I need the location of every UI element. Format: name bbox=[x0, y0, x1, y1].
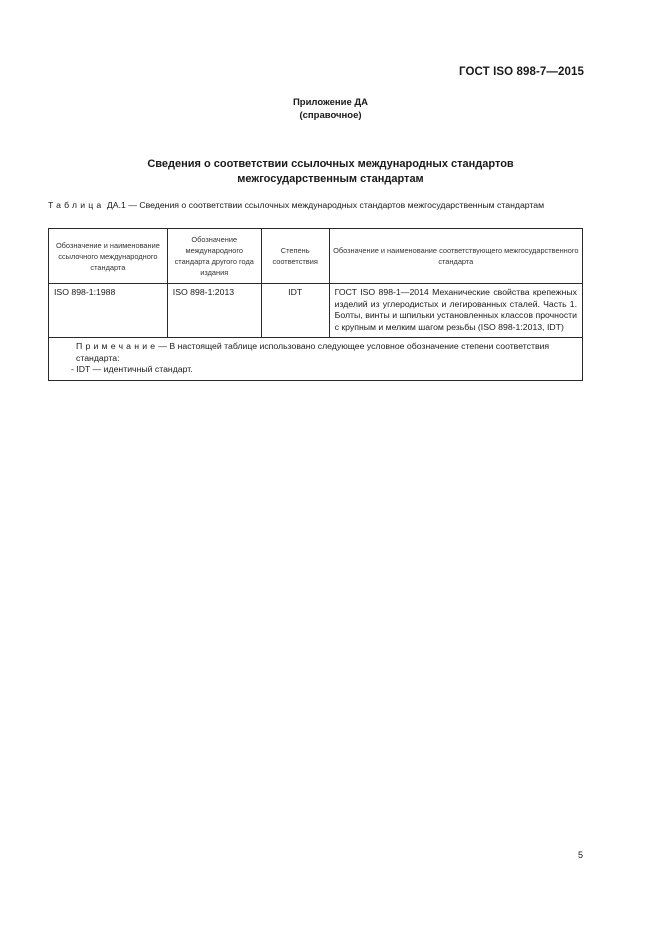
page-number: 5 bbox=[578, 850, 584, 860]
table-header-row bbox=[49, 229, 583, 284]
document-code: ГОСТ ISO 898-7—2015 bbox=[459, 66, 584, 78]
note-text: — В настоящей таблице использовано следующее условное обозначение степени соответствия стандарта: bbox=[76, 341, 550, 363]
header-other-year-standard: Обозначение международного стандарта другого года издания bbox=[167, 229, 261, 284]
cell-other-year-standard: ISO 898-1:2013 bbox=[167, 284, 261, 338]
table-caption-label: Таблица bbox=[48, 200, 105, 210]
annex-title: Приложение ДА bbox=[292, 97, 369, 108]
section-title bbox=[0, 157, 661, 187]
header-ref-standard: Обозначение и наименование ссылочного международного стандарта bbox=[49, 229, 168, 284]
table-caption-text: ДА.1 — Сведения о соответствии ссылочных международных стандартов межгосударственным стандартам bbox=[106, 200, 545, 210]
header-interstate-standard: Обозначение и наименование соответствующего межгосударственного стандарта bbox=[329, 229, 582, 284]
section-title-line-1: Сведения о соответствии ссылочных международных стандартов bbox=[147, 158, 514, 170]
cell-interstate-standard: ГОСТ ISO 898-1—2014 Механические свойства крепежных изделий из углеродистых и легированных сталей. Часть 1. Болты, винты и шпильки установленных классов прочности с крупным и мелким шагом резьбы (ISO 898-1:2013, IDT) bbox=[329, 284, 582, 338]
table-note bbox=[49, 338, 583, 381]
cell-ref-standard: ISO 898-1:1988 bbox=[49, 284, 168, 338]
table-row bbox=[49, 284, 583, 338]
annex-heading bbox=[0, 96, 661, 122]
header-degree: Степень соответствия bbox=[261, 229, 329, 284]
annex-subtitle: (справочное) bbox=[299, 110, 362, 121]
section-title-line-2: межгосударственным стандартам bbox=[237, 173, 424, 185]
note-item: - IDT — идентичный стандарт. bbox=[71, 364, 193, 374]
table-caption bbox=[48, 200, 581, 211]
note-first-line bbox=[54, 341, 577, 364]
cell-degree: IDT bbox=[261, 284, 329, 338]
note-label: Примечание bbox=[76, 341, 159, 351]
table-note-row bbox=[49, 338, 583, 381]
correspondence-table bbox=[48, 228, 583, 381]
